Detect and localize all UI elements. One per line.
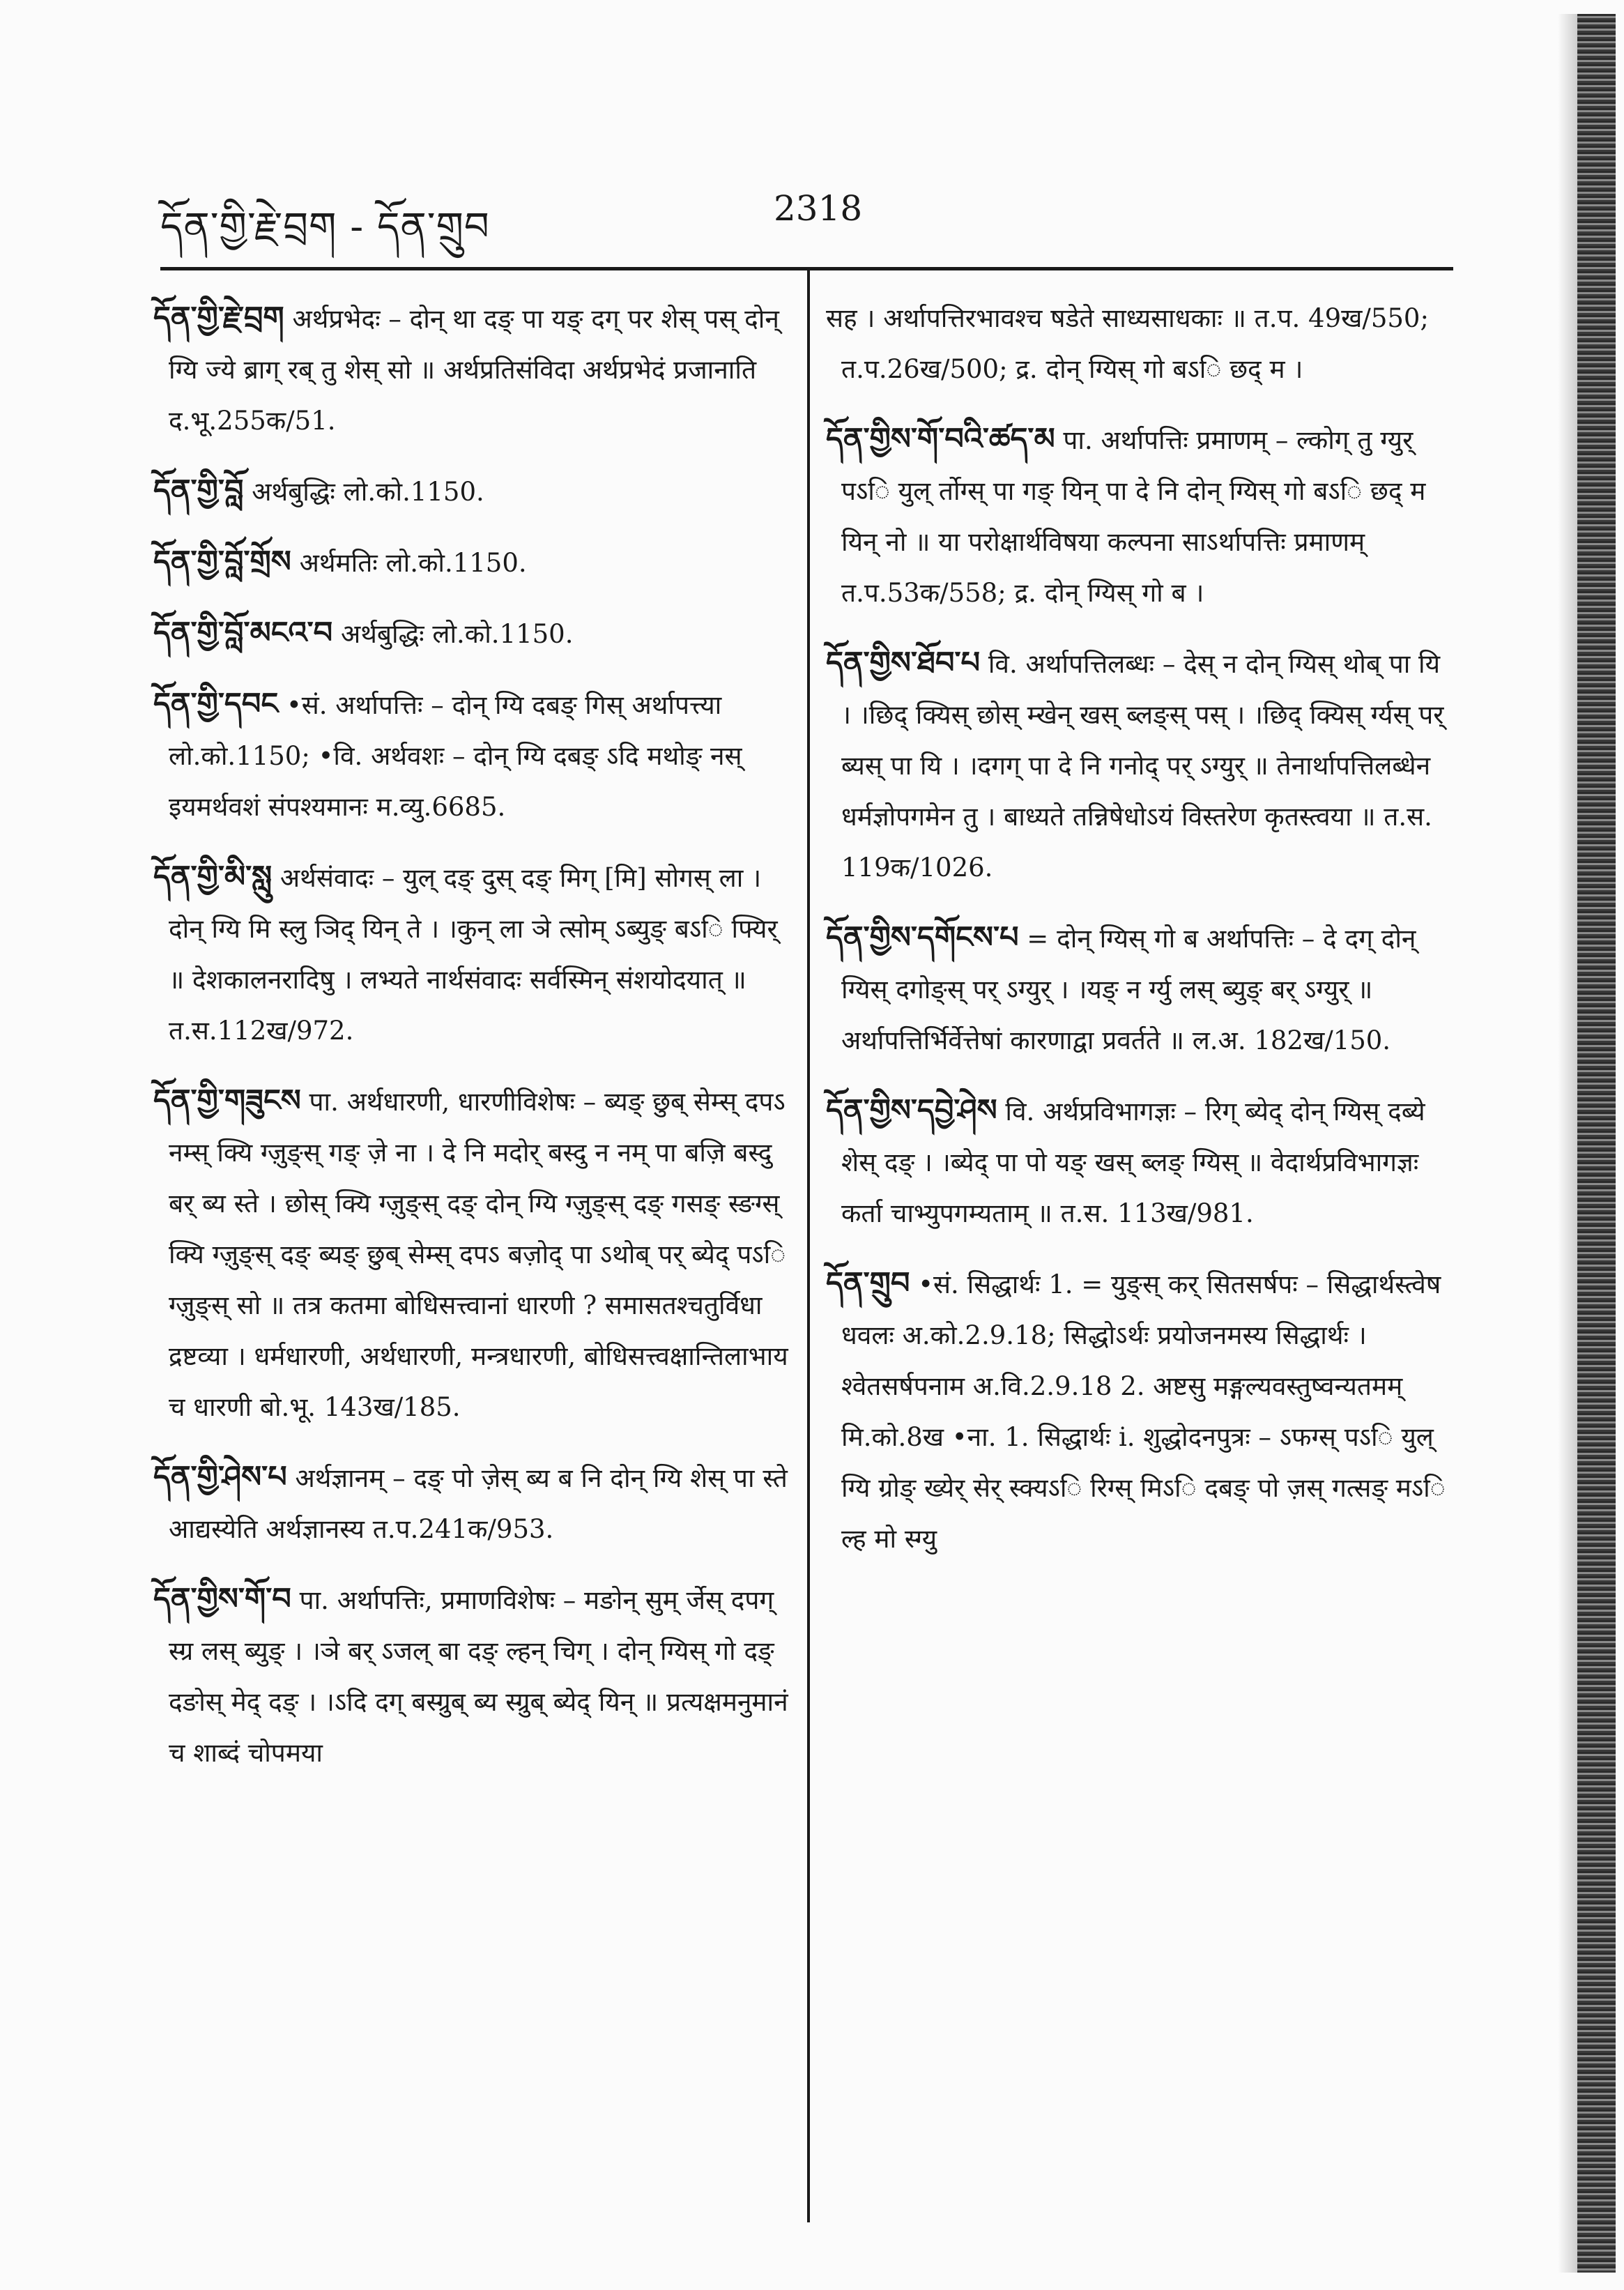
entry-headword: དོན་གྱིས་ཐོབ་པ [826, 646, 981, 680]
dictionary-entry [153, 608, 791, 659]
dictionary-entry [826, 293, 1457, 395]
entry-definition: वि. अर्थापत्तिलब्धः – देस् न दोन् ग्यिस् थोब् पा यि । ।छिद् क्यिस् छोस् म्खेन् खस् ब्लङ्स् पस् । ।छिद् क्यिस् र्ग्यस् पर् ब्यस् पा यि । ।दगग् पा दे नि गनोद् पर् ऽग्युर् ॥ तेनार्थापत्तिलब्धेन धर्मज्ञोपगमेन तु । बाध्यते तन्निषेधोऽयं विस्तरेण कृतस्त्वया ॥ त.स. 119क/1026. [841, 649, 1444, 883]
entry-headword: དོན་གྲུབ [826, 1266, 910, 1301]
entry-definition: सह । अर्थापत्तिरभावश्च षडेते साध्यसाधकाः ॥ त.प. 49ख/550; त.प.26ख/500; द्र. दोन् ग्यिस् गो बऽि छद् म । [826, 303, 1429, 384]
entry-headword: དོན་གྱི་བློ་མངའ་བ [153, 616, 333, 650]
dictionary-entry [826, 913, 1457, 1066]
entry-definition: •सं. अर्थापत्तिः – दोन् ग्यि दबङ् गिस् अर्थापत्त्या लो.को.1150; •वि. अर्थवशः – दोन् ग्यि दबङ् ऽदि मथोङ् नस् इयमर्थवशं संपश्यमानः म.व्यु.6685. [169, 690, 742, 822]
entry-headword: དོན་གྱི་བློ [153, 473, 244, 508]
entry-definition: अर्थसंवादः – युल् दङ् दुस् दङ् मिग् [मि] सोगस् ला । दोन् ग्यि मि स्लु ञिद् यिन् ते । ।कुन् ला ञे त्सोम् ऽब्युङ् बऽि फ्यिर् ॥ देशकालनरादिषु । लभ्यते नार्थसंवादः सर्वस्मिन् संशयोदयात् ॥ त.स.112ख/972. [169, 863, 778, 1046]
entry-definition: = दोन् ग्यिस् गो ब अर्थापत्तिः – दे दग् दोन् ग्यिस् दगोङ्स् पर् ऽग्युर् । ।यङ् न र्ग्यु लस् ब्युङ् बर् ऽग्युर् ॥ अर्थापत्तिर्भिर्वेत्तेषां कारणाद्वा प्रवर्तते ॥ ल.अ. 182ख/150. [841, 924, 1416, 1055]
dictionary-entry [826, 1258, 1457, 1564]
entry-definition: अर्थज्ञानम् – दङ् पो ज़ेस् ब्य ब नि दोन् ग्यि शेस् पा स्ते आद्यस्येति अर्थज्ञानस्य त.प.241क/953. [169, 1463, 788, 1544]
dictionary-entry [153, 293, 791, 446]
right-column [826, 293, 1457, 1584]
entry-headword: དོན་གྱིས་དགོངས་པ [826, 920, 1019, 955]
dictionary-entry [153, 679, 791, 832]
column-divider [807, 270, 810, 2222]
entry-definition: पा. अर्थापत्तिः, प्रमाणविशेषः – मङोन् सुम् र्जेस् दपग् स्ग्र लस् ब्युङ् । ।ञे बर् ऽजल् बा दङ् ल्हन् चिग् । दोन् ग्यिस् गो दङ् दङोस् मेद् दङ् । ।ऽदि दग् बस्ग्रुब् ब्य स्ग्रुब् ब्येद् यिन् ॥ प्रत्यक्षमनुमानं च शाब्दं चोपमया [169, 1585, 788, 1768]
dictionary-entry [153, 466, 791, 517]
entry-headword: དོན་གྱི་རྗེ་བྲག [153, 300, 284, 335]
page-number: 2318 [774, 188, 863, 229]
entry-headword: དོན་གྱིས་གོ་བ [153, 1582, 291, 1617]
entry-headword: དོན་གྱི་བློ་གྲོས [153, 544, 291, 579]
entry-headword: དོན་གྱིས་དབྱེ་ཤེས [826, 1093, 997, 1128]
left-column [153, 293, 791, 1798]
entry-definition: अर्थबुद्धिः लो.को.1150. [243, 477, 484, 507]
running-head: དོན་གྱི་རྗེ་བྲག - དོན་གྲུབ [160, 204, 490, 250]
page-header [160, 183, 1415, 250]
entry-definition: अर्थप्रभेदः – दोन्‌ था दङ् पा यङ् दग् पर शेस् पस् दोन् ग्यि ज्ये ब्राग् रब् तु शेस् सो ॥ अर्थप्रतिसंविदा अर्थप्रभेदं प्रजानाति द.भू.255क/51. [169, 304, 779, 436]
dictionary-entry [153, 852, 791, 1056]
dictionary-entry [826, 1085, 1457, 1239]
entry-definition: पा. अर्थापत्तिः प्रमाणम् – ल्कोग् तु ग्युर् पऽि युल् र्तोग्स् पा गङ् यिन् पा दे नि दोन् ग्यिस् गो बऽि छद् म यिन् नो ॥ या परोक्षार्थविषया कल्पना साऽर्थापत्तिः प्रमाणम् त.प.53क/558; द्र. दोन् ग्यिस् गो ब । [841, 425, 1426, 608]
dictionary-entry [826, 414, 1457, 618]
entry-definition: •सं. सिद्धार्थः 1. = युङ्स् कर् सितसर्षपः – सिद्धार्थस्त्वेष धवलः अ.को.2.9.18; सिद्धोऽर्थः प्रयोजनमस्य सिद्धार्थः । श्वेतसर्षपनाम अ.वि.2.9.18 2. अष्टसु मङ्गल्यवस्तुष्वन्यतमम् मि.को.8ख •ना. 1. सिद्धार्थः i. शुद्धोदनपुत्रः – ऽफग्स् पऽि युल् ग्यि ग्रोङ् ख्येर् सेर् स्क्यऽि रिग्स् मिऽि दबङ् पो ज़स् गत्सङ् मऽि ल्ह मो स्ग्यु [841, 1269, 1446, 1554]
entry-definition: अर्थमतिः लो.को.1150. [291, 548, 527, 578]
entry-headword: དོན་གྱི་དབང [153, 687, 279, 722]
dictionary-entry [153, 537, 791, 588]
entry-definition: अर्थबुद्धिः लो.को.1150. [332, 619, 574, 649]
entry-headword: དོན་གྱི་མི་སླུ [153, 860, 273, 894]
binding-shadow [1558, 14, 1577, 2273]
dictionary-entry [153, 1076, 791, 1433]
entry-headword: དོན་གྱིས་གོ་བའི་ཚད་མ [826, 422, 1055, 457]
dictionary-entry [153, 1452, 791, 1555]
book-binding-edge [1577, 14, 1616, 2273]
entry-definition: पा. अर्थधारणी, धारणीविशेषः – ब्यङ् छुब् सेम्स् दपऽ नम्स् क्यि ग्ज़ुङ्स् गङ् ज़े ना । दे नि मदोर् बस्दु न नम् पा बज़ि बस्दु बर् ब्य स्ते । छोस् क्यि ग्ज़ुङ्स् दङ् दोन् ग्यि ग्ज़ुङ्स् दङ् गसङ् स्ङग्स् क्यि ग्ज़ुङ्स् दङ् ब्यङ् छुब् सेम्स् दपऽ बज़ोद् पा ऽथोब् पर् ब्येद् पऽि ग्ज़ुङ्स् सो ॥ तत्र कतमा बोधिसत्त्वानां धारणी ? समासतश्चतुर्विधा द्रष्टव्या । धर्मधारणी, अर्थधारणी, मन्त्रधारणी, बोधिसत्त्वक्षान्तिलाभाय च धारणी बो.भू. 143ख/185. [169, 1087, 788, 1422]
entry-definition: वि. अर्थप्रविभागज्ञः – रिग् ब्येद् दोन् ग्यिस् दब्ये शेस् दङ् । ।ब्येद् पा पो यङ् खस् ब्लङ् ग्यिस् ॥ वेदार्थप्रविभागज्ञः कर्ता चाभ्युपगम्यताम् ॥ त.स. 113ख/981. [841, 1097, 1425, 1228]
dictionary-entry [826, 638, 1457, 893]
entry-headword: དོན་གྱི་ཤེས་པ [153, 1460, 287, 1495]
dictionary-entry [153, 1574, 791, 1778]
entry-headword: དོན་གྱི་གཟུངས [153, 1083, 301, 1118]
